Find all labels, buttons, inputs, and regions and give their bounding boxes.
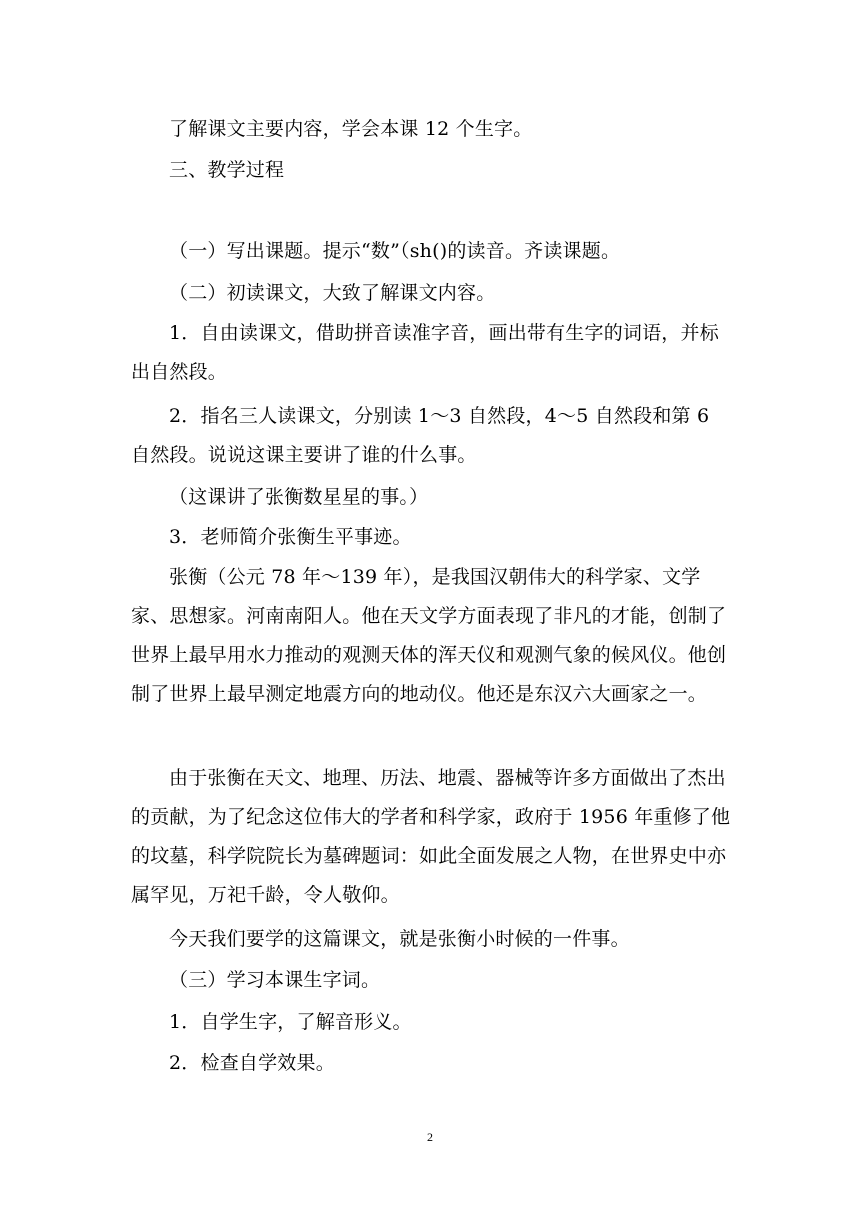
paragraph-check: 2．检查自学效果。 [169, 1052, 335, 1074]
page-number: 2 [427, 1130, 433, 1144]
paragraph-item-3: 3．老师简介张衡生平事迹。 [169, 526, 412, 548]
heading-teaching-process: 三、教学过程 [169, 159, 285, 181]
paragraph-step-1: （一）写出课题。提示“数”（sh()的读音。齐读课题。 [169, 240, 621, 262]
paragraph-objective: 了解课文主要内容，学会本课 12 个生字。 [169, 118, 533, 140]
paragraph-item-2: 2．指名三人读课文，分别读 1～3 自然段，4～5 自然段和第 6 自然段。说说这课主要讲了谁的什么事。 [131, 405, 710, 466]
paragraph-today: 今天我们要学的这篇课文，就是张衡小时候的一件事。 [169, 928, 630, 950]
paragraph-step-2: （二）初读课文，大致了解课文内容。 [169, 282, 496, 304]
paragraph-zhangheng-bio: 张衡（公元 78 年～139 年），是我国汉朝伟大的科学家、文学家、思想家。河南南阳人。他在天文学方面表现了非凡的才能，创制了世界上最早用水力推动的观测天体的浑天仪和观测气象的候风仪。他创制了世界上最早测定地震方向的地动仪。他还是东汉六大画家之一。 [131, 566, 727, 705]
paragraph-zhangheng-honor: 由于张衡在天文、地理、历法、地震、器械等许多方面做出了杰出的贡献，为了纪念这位伟大的学者和科学家，政府于 1956 年重修了他的坟墓，科学院院长为墓碑题词：如此全面发展之人物，在世界史中亦属罕见，万祀千龄，令人敬仰。 [131, 767, 731, 906]
paragraph-item-1: 1．自由读课文，借助拼音读准字音，画出带有生字的词语，并标出自然段。 [131, 322, 719, 383]
paragraph-step-3: （三）学习本课生字词。 [169, 969, 381, 991]
paragraph-answer: （这课讲了张衡数星星的事。） [169, 486, 429, 508]
paragraph-self-study: 1．自学生字，了解音形义。 [169, 1011, 412, 1033]
